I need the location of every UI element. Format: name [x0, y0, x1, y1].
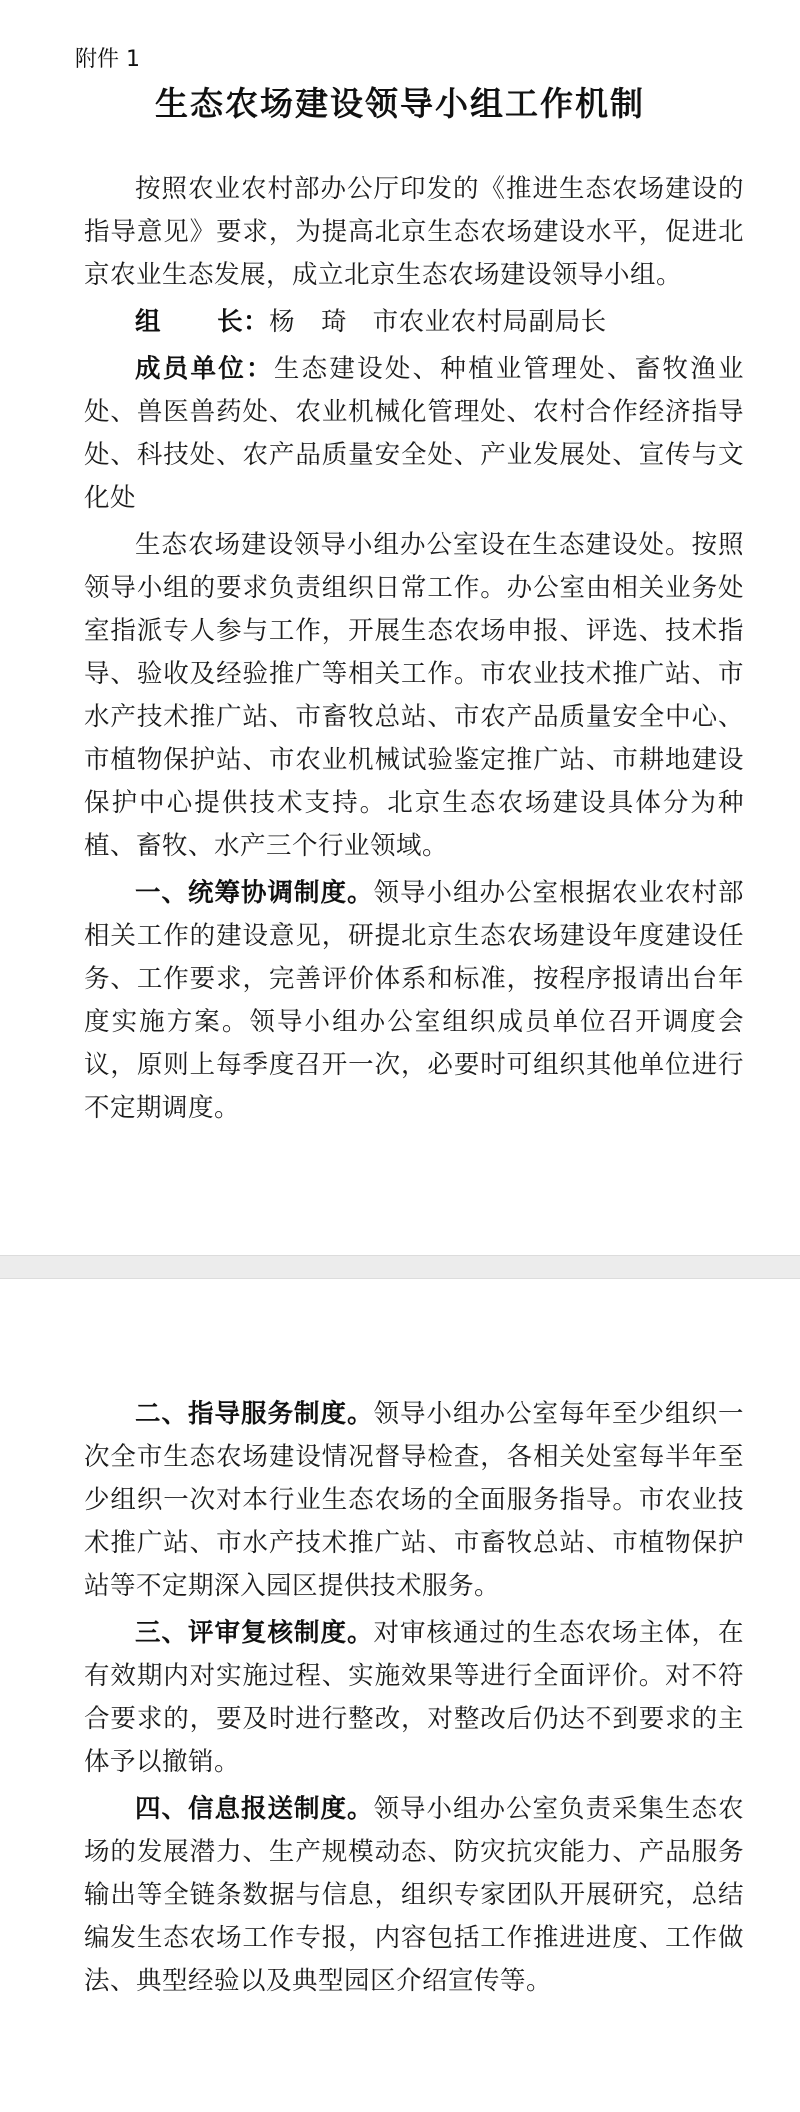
attachment-label: 附件 1: [75, 47, 140, 72]
section-4-paragraph: [84, 1788, 744, 2003]
page-2-body: [84, 1393, 744, 2003]
section-2-text: 领导小组办公室每年至少组织一次全市生态农场建设情况督导检查，各相关处室每半年至少组织一次对本行业生态农场的全面服务指导。市农业技术推广站、市水产技术推广站、市畜牧总站、市植物保护站等不定期深入园区提供技术服务。: [84, 1399, 744, 1601]
section-3-text: 对审核通过的生态农场主体，在有效期内对实施过程、实施效果等进行全面评价。对不符合要求的，要及时进行整改，对整改后仍达不到要求的主体予以撤销。: [84, 1618, 744, 1777]
leader-name: 杨 琦: [269, 307, 348, 337]
section-4-heading: 四、信息报送制度。: [135, 1794, 374, 1824]
leader-line: [84, 301, 744, 344]
office-paragraph: 生态农场建设领导小组办公室设在生态建设处。按照领导小组的要求负责组织日常工作。办公室由相关业务处室指派专人参与工作，开展生态农场申报、评选、技术指导、验收及经验推广等相关工作。市农业技术推广站、市水产技术推广站、市畜牧总站、市农产品质量安全中心、市植物保护站、市农业机械试验鉴定推广站、市耕地建设保护中心提供技术支持。北京生态农场建设具体分为种植、畜牧、水产三个行业领域。: [84, 530, 744, 861]
intro-paragraph: 按照农业农村部办公厅印发的《推进生态农场建设的指导意见》要求，为提高北京生态农场建设水平，促进北京农业生态发展，成立北京生态农场建设领导小组。: [84, 174, 744, 290]
section-1-paragraph: [84, 872, 744, 1130]
section-2-paragraph: [84, 1393, 744, 1608]
page-separator: [0, 1255, 800, 1279]
section-1-text: 领导小组办公室根据农业农村部相关工作的建设意见，研提北京生态农场建设年度建设任务、工作要求，完善评价体系和标准，按程序报请出台年度实施方案。领导小组办公室组织成员单位召开调度会议，原则上每季度召开一次，必要时可组织其他单位进行不定期调度。: [84, 878, 744, 1123]
members-label: 成员单位：: [135, 354, 274, 384]
section-2-heading: 二、指导服务制度。: [135, 1399, 374, 1429]
leader-label-b: 长：: [217, 307, 270, 337]
leader-position: 市农业农村局副局长: [372, 307, 607, 337]
document-title: 生态农场建设领导小组工作机制: [155, 84, 645, 123]
section-3-heading: 三、评审复核制度。: [135, 1618, 374, 1648]
members-paragraph: [84, 348, 744, 520]
leader-label-a: 组: [135, 307, 162, 337]
members-text: 生态建设处、种植业管理处、畜牧渔业处、兽医兽药处、农业机械化管理处、农村合作经济指导处、科技处、农产品质量安全处、产业发展处、宣传与文化处: [84, 354, 744, 513]
page-1-body: [84, 168, 744, 1130]
section-4-text: 领导小组办公室负责采集生态农场的发展潜力、生产规模动态、防灾抗灾能力、产品服务输出等全链条数据与信息，组织专家团队开展研究，总结编发生态农场工作专报，内容包括工作推进进度、工作做法、典型经验以及典型园区介绍宣传等。: [84, 1794, 744, 1996]
section-3-paragraph: [84, 1612, 744, 1784]
section-1-heading: 一、统筹协调制度。: [135, 878, 374, 908]
